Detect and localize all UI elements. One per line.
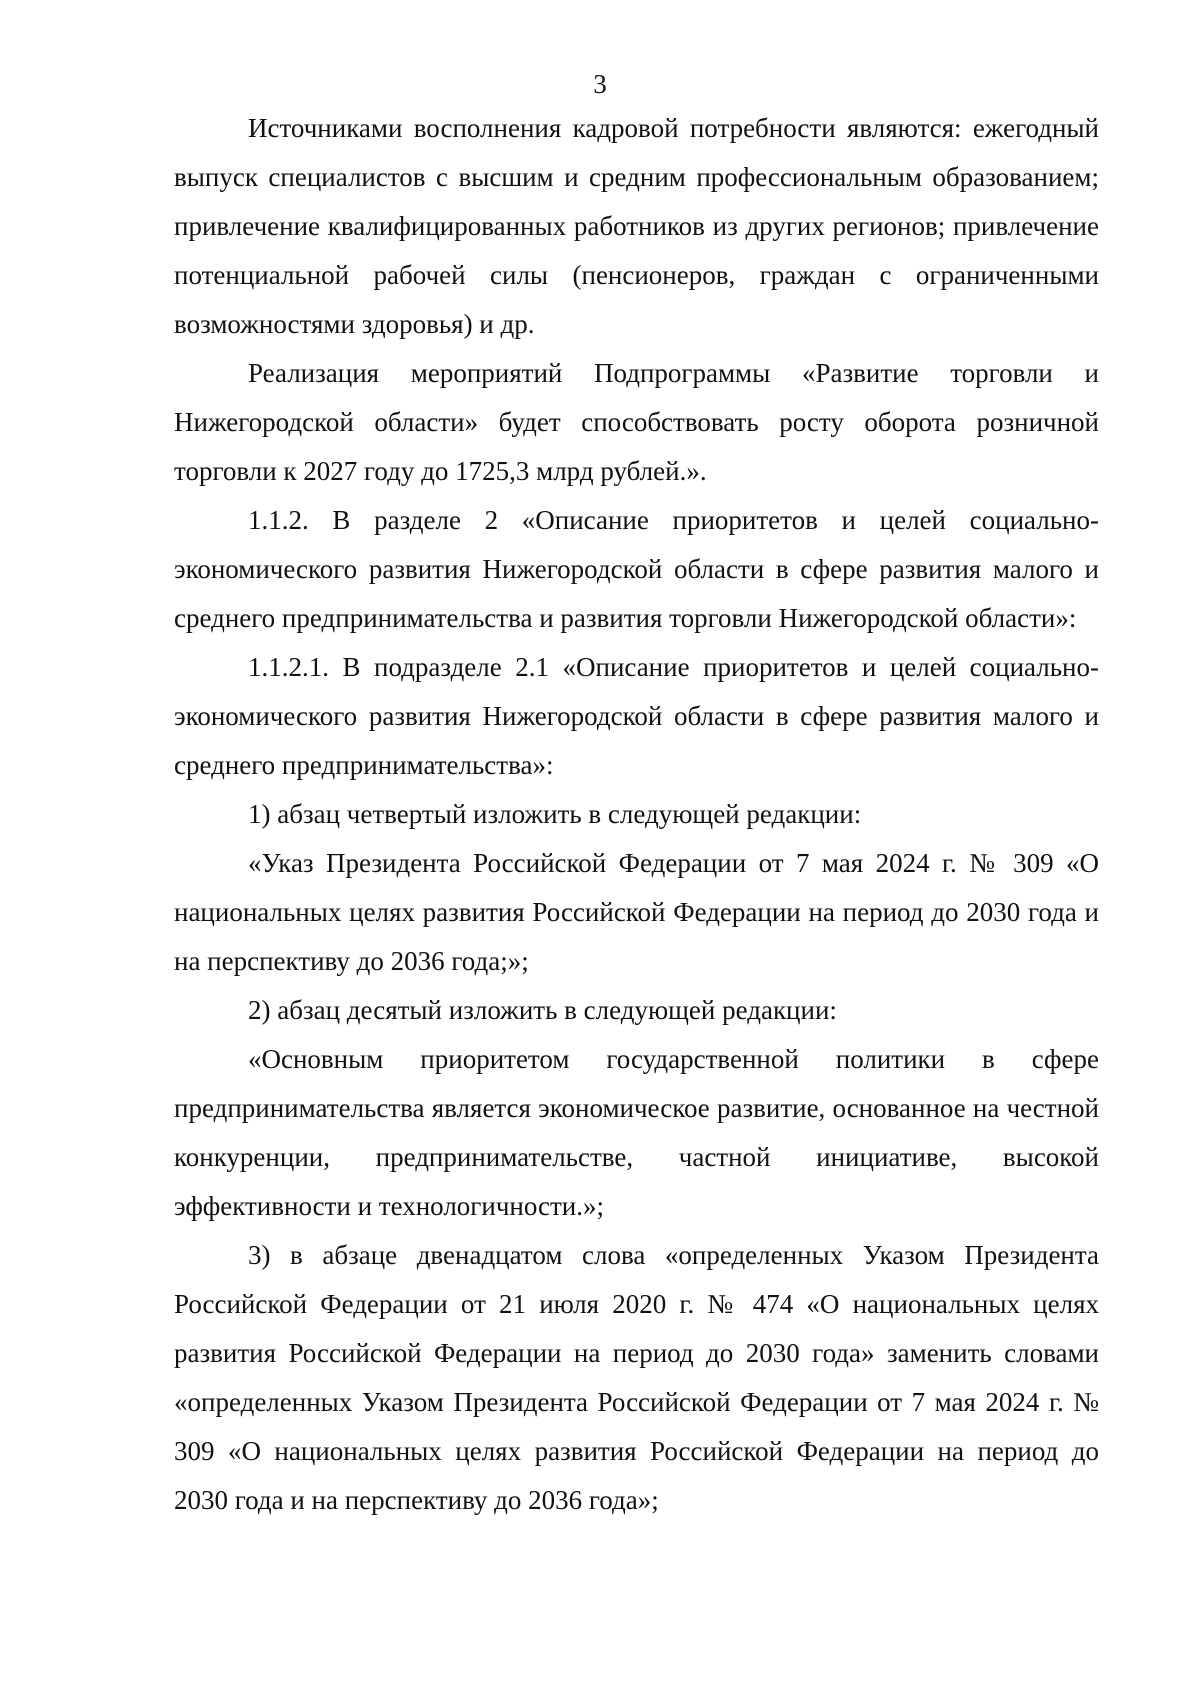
paragraph-trade-turnover: Реализация мероприятий Подпрограммы «Развитие торговли и Нижегородской области» будет способствовать росту оборота розничной торговли к 2027 году до 1725,3 млрд рублей.». [174,358,1099,486]
page-number: 3 [593,69,607,99]
paragraph-priority-quote: «Основным приоритетом государственной политики в сфере предпринимательства является экономическое развитие, основанное на честной конкуренции, предпринимательстве, частной инициативе, высокой эффективности и технологичности.»; [174,1044,1099,1221]
paragraph-item-2: 2) абзац десятый изложить в следующей редакции: [248,995,837,1025]
paragraph-staffing-sources: Источниками восполнения кадровой потребности являются: ежегодный выпуск специалистов с высшим и средним профессиональным образованием; привлечение квалифицированных работников из других регионов; привлечение потенциальной рабочей силы (пенсионеров, граждан с ограниченными возможностями здоровья) и др. [174,113,1099,339]
paragraph-item-3: 3) в абзаце двенадцатом слова «определенных Указом Президента Российской Федерации от 21 июля 2020 г. № 474 «О национальных целях развития Российской Федерации на период до 2030 года» заменить словами «определенных Указом Президента Российской Федерации от 7 мая 2024 г. № 309 «О национальных целях развития Российской Федерации на период до 2030 года и на перспективу до 2036 года»; [174,1240,1099,1515]
paragraph-section-2-amendment: 1.1.2. В разделе 2 «Описание приоритетов и целей социально-экономического развития Нижегородской области в сфере развития малого и среднего предпринимательства и развития торговли Нижегородской области»: [174,505,1099,633]
paragraph-item-1: 1) абзац четвертый изложить в следующей редакции: [248,799,862,829]
paragraph-subsection-2-1-amendment: 1.1.2.1. В подразделе 2.1 «Описание приоритетов и целей социально-экономического развития Нижегородской области в сфере развития малого и среднего предпринимательства»: [174,652,1099,780]
paragraph-decree-quote: «Указ Президента Российской Федерации от 7 мая 2024 г. № 309 «О национальных целях развития Российской Федерации на период до 2030 года и на перспективу до 2036 года;»; [174,848,1099,976]
document-body [174,104,1099,1525]
